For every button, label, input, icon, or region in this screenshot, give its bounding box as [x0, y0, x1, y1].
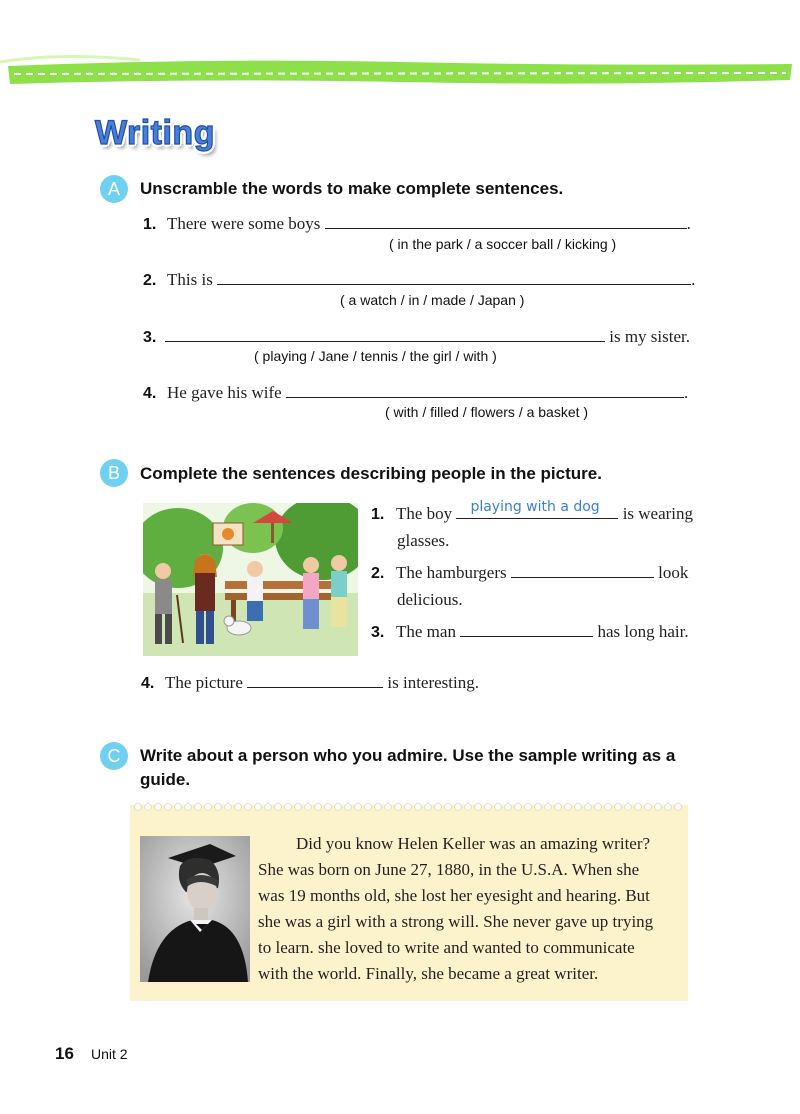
section-c-instruction-line-1: Write about a person who you admire. Use the sample writing as a — [140, 746, 676, 765]
sample-writing-line-3: was 19 months old, she lost her eyesight and hearing. But — [258, 886, 650, 905]
b-item-3-number: 3. — [371, 624, 385, 641]
section-a-badge: A — [100, 175, 128, 203]
b-item-3-sentence — [396, 622, 689, 642]
b-item-4-after: is interesting. — [387, 673, 479, 692]
a-item-1-sentence — [167, 214, 691, 234]
page-number: 16 — [55, 1044, 74, 1063]
sample-writing-line-1: Did you know Helen Keller was an amazing writer? — [296, 834, 651, 853]
a-item-3-after: is my sister. — [609, 327, 691, 346]
b-item-1-before: The boy — [396, 504, 453, 523]
b-item-3-blank[interactable] — [460, 622, 593, 637]
note-binding-holes — [130, 801, 688, 813]
b-item-3-after: has long hair. — [597, 622, 689, 641]
a-item-3-number: 3. — [143, 329, 157, 346]
section-title: Writing — [95, 114, 215, 152]
b-item-4-before: The picture — [165, 673, 243, 692]
section-b-badge: B — [100, 459, 128, 487]
a-item-4-sentence — [167, 383, 688, 403]
sample-writing-line-2: She was born on June 27, 1880, in the U.S.A. When she — [258, 860, 640, 879]
sample-writing-line-6: with the world. Finally, she became a great writer. — [258, 964, 599, 983]
a-item-4-after: . — [683, 383, 689, 402]
a-item-2-after: . — [691, 270, 696, 289]
b-item-1-number: 1. — [371, 506, 385, 523]
sample-writing-line-4: she was a girl with a strong will. She never gave up trying — [258, 912, 654, 931]
a-item-2-blank[interactable] — [217, 270, 691, 285]
b-item-2-before: The hamburgers — [396, 563, 507, 582]
a-item-4-before: He gave his wife — [167, 383, 282, 402]
a-item-2-before: This is — [167, 270, 213, 289]
b-item-1-answer: playing with a dog — [470, 499, 600, 515]
a-item-4-blank[interactable] — [286, 383, 684, 398]
unit-label: Unit 2 — [91, 1046, 128, 1062]
b-item-2-continuation: delicious. — [397, 590, 463, 609]
a-item-4-number: 4. — [143, 385, 157, 402]
section-b-instruction: Complete the sentences describing people in the picture. — [140, 464, 602, 483]
b-item-1-continuation: glasses. — [397, 531, 450, 550]
a-item-3-blank[interactable] — [165, 327, 605, 342]
section-c-badge: C — [100, 742, 128, 770]
b-item-4-number: 4. — [141, 675, 155, 692]
b-item-4-blank[interactable] — [247, 673, 383, 688]
a-item-1-after: . — [686, 214, 691, 233]
portrait-photo — [140, 836, 250, 982]
b-item-1-after: is wearing — [622, 504, 694, 523]
a-item-4-hint: ( with / filled / flowers / a basket ) — [385, 404, 589, 420]
a-item-3-hint: ( playing / Jane / tennis / the girl / with ) — [254, 348, 497, 364]
a-item-2-number: 2. — [143, 272, 157, 289]
a-item-2-sentence — [167, 270, 695, 290]
b-item-1-blank[interactable] — [456, 499, 618, 519]
section-a-instruction: Unscramble the words to make complete sentences. — [140, 179, 564, 198]
b-item-2-after: look — [658, 563, 689, 582]
b-item-2-blank[interactable] — [511, 563, 654, 578]
park-scene-illustration — [143, 503, 358, 656]
decorative-ribbon — [0, 40, 800, 104]
b-item-1-sentence — [396, 499, 694, 524]
a-item-1-hint: ( in the park / a soccer ball / kicking ) — [389, 236, 617, 252]
a-item-1-blank[interactable] — [325, 214, 687, 229]
sample-writing-text — [258, 831, 679, 987]
section-c-instruction-line-2: guide. — [140, 770, 191, 789]
sample-writing-line-5: to learn. she loved to write and wanted to communicate — [258, 938, 635, 957]
b-item-3-before: The man — [396, 622, 456, 641]
b-item-2-sentence — [396, 563, 688, 583]
a-item-2-hint: ( a watch / in / made / Japan ) — [340, 292, 525, 308]
b-item-2-number: 2. — [371, 565, 385, 582]
a-item-1-before: There were some boys — [167, 214, 321, 233]
b-item-4-sentence — [165, 673, 479, 693]
a-item-3-sentence — [165, 327, 690, 347]
a-item-1-number: 1. — [143, 216, 157, 233]
